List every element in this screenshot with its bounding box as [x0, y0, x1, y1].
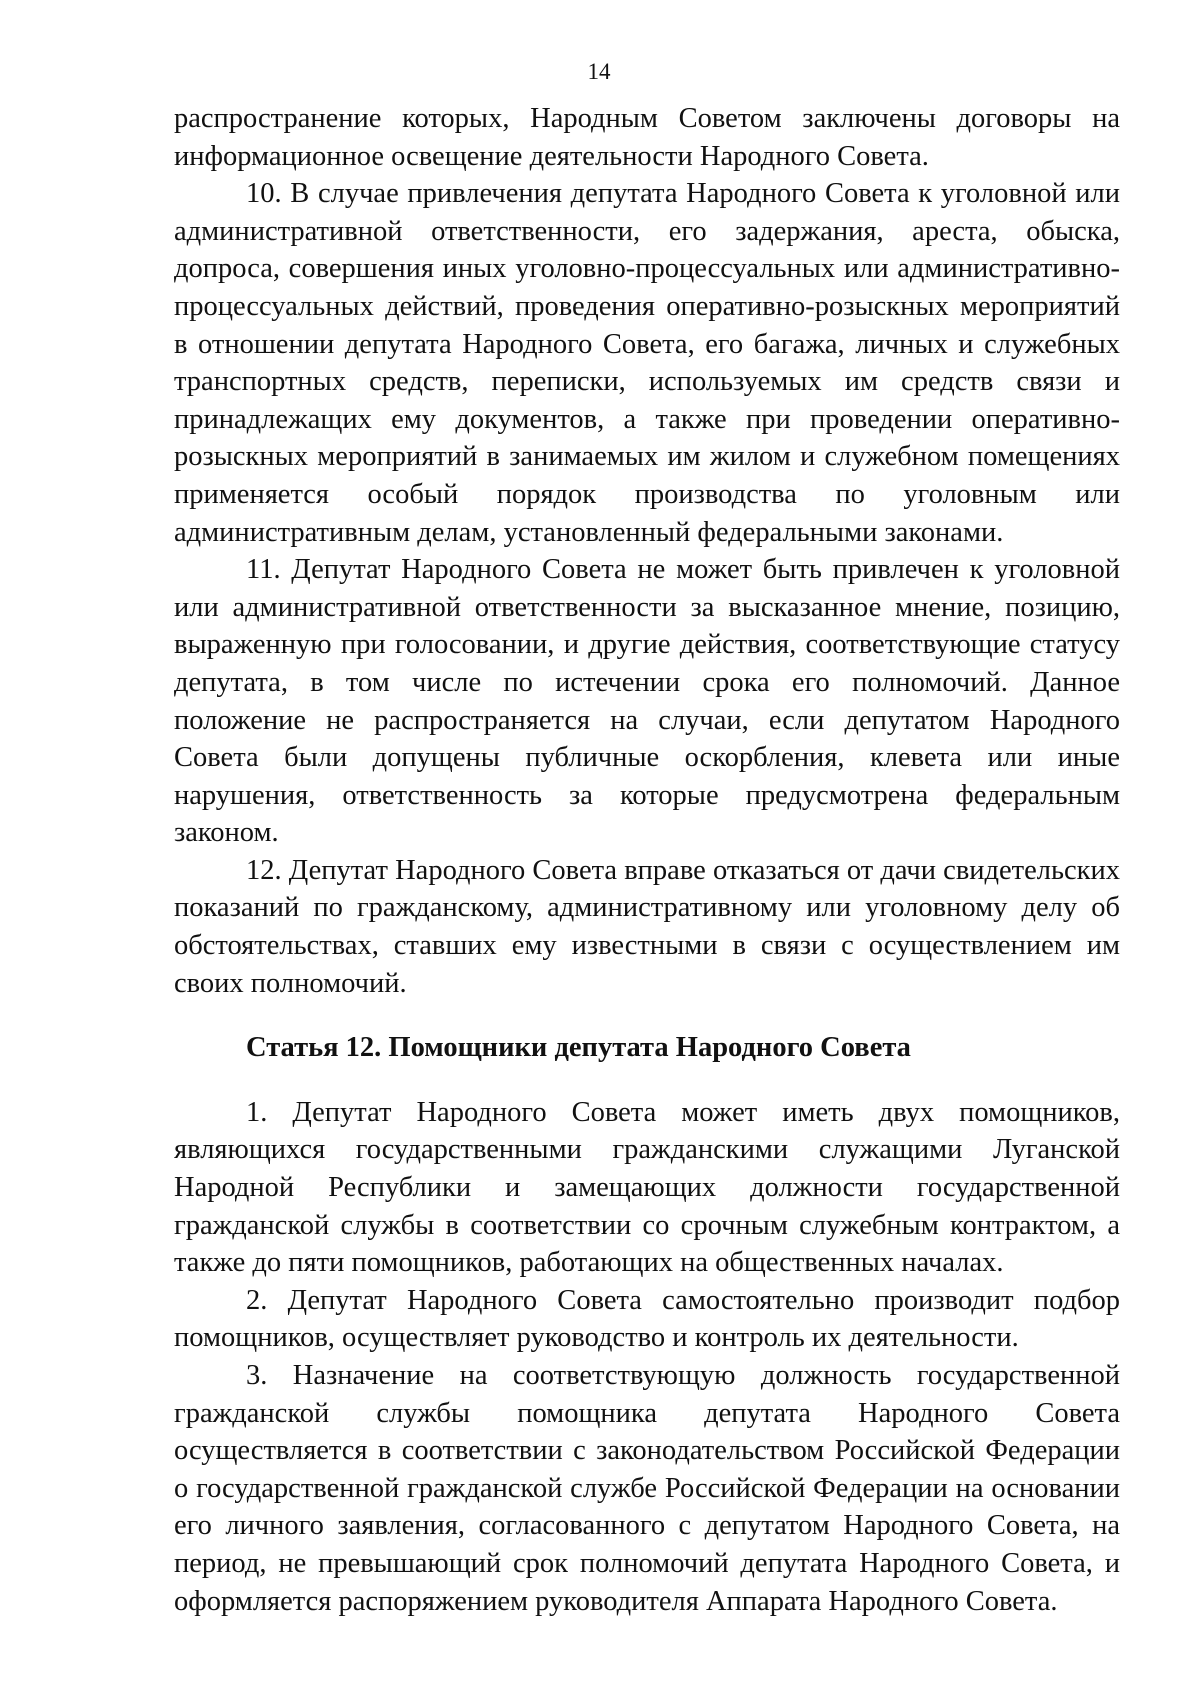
paragraph-item-10: 10. В случае привлечения депутата Народного Совета к уголовной или административной ответственности, его задержания, ареста, обыска, допроса, совершения иных уголовно-процессуальных или административно-процессуальных действий, проведения оперативно-розыскных мероприятий в отношении депутата Народного Совета, его багажа, личных и служебных транспортных средств, переписки, используемых им средств связи и принадлежащих ему документов, а также при проведении оперативно-розыскных мероприятий в занимаемых им жилом и служебном помещениях применяется особый порядок производства по уголовным или административным делам, установленный федеральными законами.: [174, 178, 1120, 548]
page-number: 14: [587, 59, 611, 84]
paragraph-continuation: распространение которых, Народным Советом заключены договоры на информационное освещение деятельности Народного Совета.: [174, 103, 1120, 172]
paragraph-item-12: 12. Депутат Народного Совета вправе отказаться от дачи свидетельских показаний по гражданскому, административному или уголовному делу об обстоятельствах, ставших ему известными в связи с осуществлением им своих полномочий.: [174, 854, 1120, 999]
paragraph-item-11: 11. Депутат Народного Совета не может быть привлечен к уголовной или административной ответственности за высказанное мнение, позицию, выраженную при голосовании, и другие действия, соответствующие статусу депутата, в том числе по истечении срока его полномочий. Данное положение не распространяется на случаи, если депутатом Народного Совета были допущены публичные оскорбления, клевета или иные нарушения, ответственность за которые предусмотрена федеральным законом.: [174, 554, 1120, 849]
paragraph-article12-item-2: 2. Депутат Народного Совета самостоятельно производит подбор помощников, осуществляет руководство и контроль их деятельности.: [174, 1284, 1120, 1354]
paragraph-article12-item-1: 1. Депутат Народного Совета может иметь двух помощников, являющихся государственными гражданскими служащими Луганской Народной Республики и замещающих должности государственной гражданской службы в соответствии со срочным служебным контрактом, а также до пяти помощников, работающих на общественных началах.: [174, 1096, 1120, 1279]
paragraph-article12-item-3: 3. Назначение на соответствующую должность государственной гражданской службы помощника депутата Народного Совета осуществляется в соответствии с законодательством Российской Федерации о государственной гражданской службе Российской Федерации на основании его личного заявления, согласованного с депутатом Народного Совета, на период, не превышающий срок полномочий депутата Народного Совета, и оформляется распоряжением руководителя Аппарата Народного Совета.: [174, 1360, 1120, 1617]
article-heading: Статья 12. Помощники депутата Народного Совета: [246, 1032, 911, 1064]
